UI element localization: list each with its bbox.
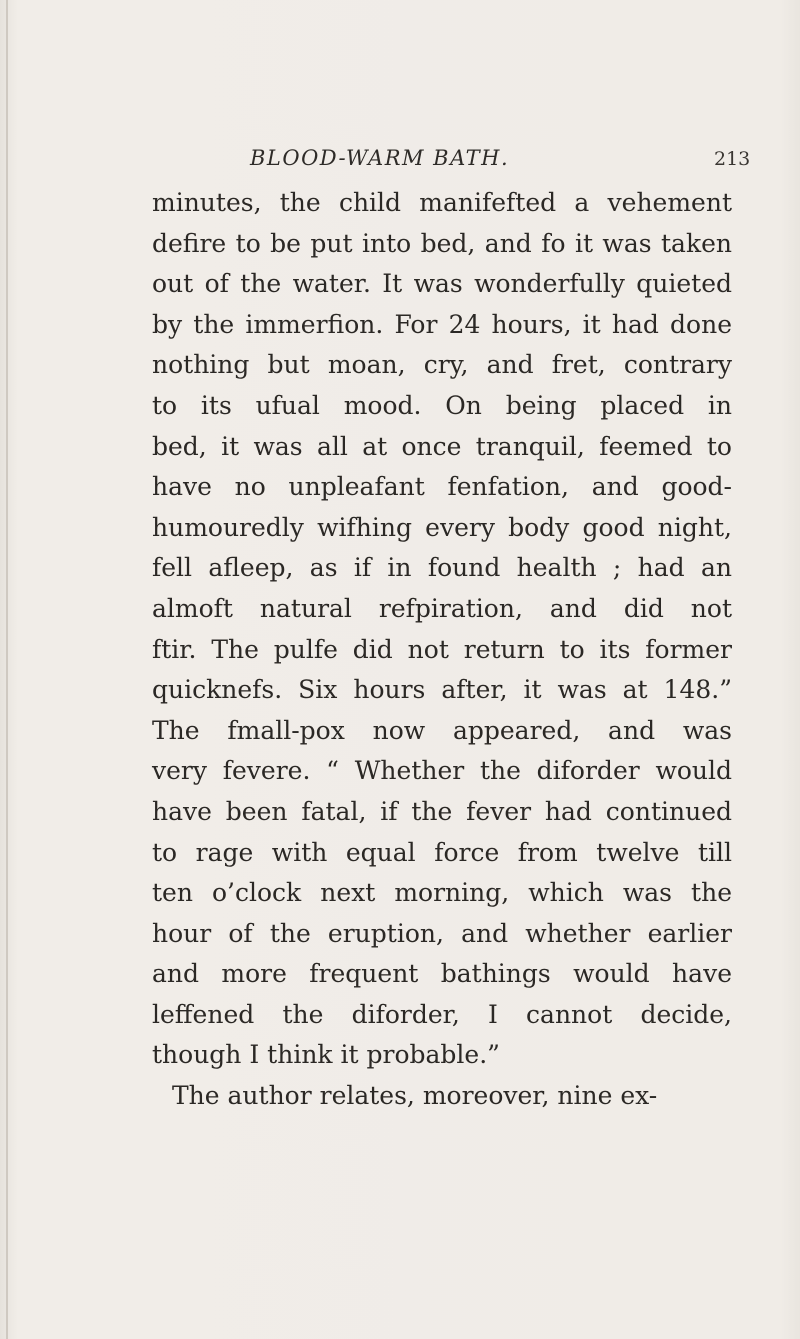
- page-number: 213: [714, 148, 751, 170]
- text-line: have no unpleafant fenfation, and good-: [152, 472, 732, 502]
- text-line: humouredly wifhing every body good night,: [152, 512, 732, 542]
- text-line: by the immerfion. For 24 hours, it had done: [152, 309, 732, 339]
- text-line: bed, it was all at once tranquil, feemed to: [152, 431, 732, 461]
- text-line: defire to be put into bed, and fo it was taken: [152, 228, 732, 258]
- text-line-paragraph-end: though I think it probable.”: [152, 1040, 500, 1070]
- page-gutter-edge: [6, 0, 8, 1339]
- text-line: have been fatal, if the fever had continued: [152, 796, 732, 826]
- text-line: ftir. The pulfe did not return to its former: [152, 634, 732, 664]
- text-line: nothing but moan, cry, and fret, contrary: [152, 350, 732, 380]
- text-line: and more frequent bathings would have: [152, 959, 732, 989]
- text-line: ten o’clock next morning, which was the: [152, 878, 732, 908]
- text-line: to rage with equal force from twelve till: [152, 837, 732, 867]
- running-head-title: BLOOD-WARM BATH.: [250, 146, 510, 170]
- text-line: to its ufual mood. On being placed in: [152, 390, 732, 420]
- text-line: leffened the diforder, I cannot decide,: [152, 999, 732, 1029]
- text-line: fell afleep, as if in found health ; had an: [152, 553, 732, 583]
- text-line: out of the water. It was wonderfully quieted: [152, 269, 732, 299]
- text-line: very fevere. “ Whether the diforder would: [152, 756, 732, 786]
- text-line: minutes, the child manifefted a vehement: [152, 188, 732, 217]
- text-line: quicknefs. Six hours after, it was at 148.”: [152, 675, 732, 705]
- text-line: hour of the eruption, and whether earlier: [152, 918, 732, 948]
- body-text: [152, 183, 732, 1117]
- text-line: The fmall-pox now appeared, and was: [152, 715, 732, 745]
- text-line: almoft natural refpiration, and did not: [152, 593, 732, 623]
- text-line-paragraph-start: The author relates, moreover, nine ex-: [172, 1081, 658, 1111]
